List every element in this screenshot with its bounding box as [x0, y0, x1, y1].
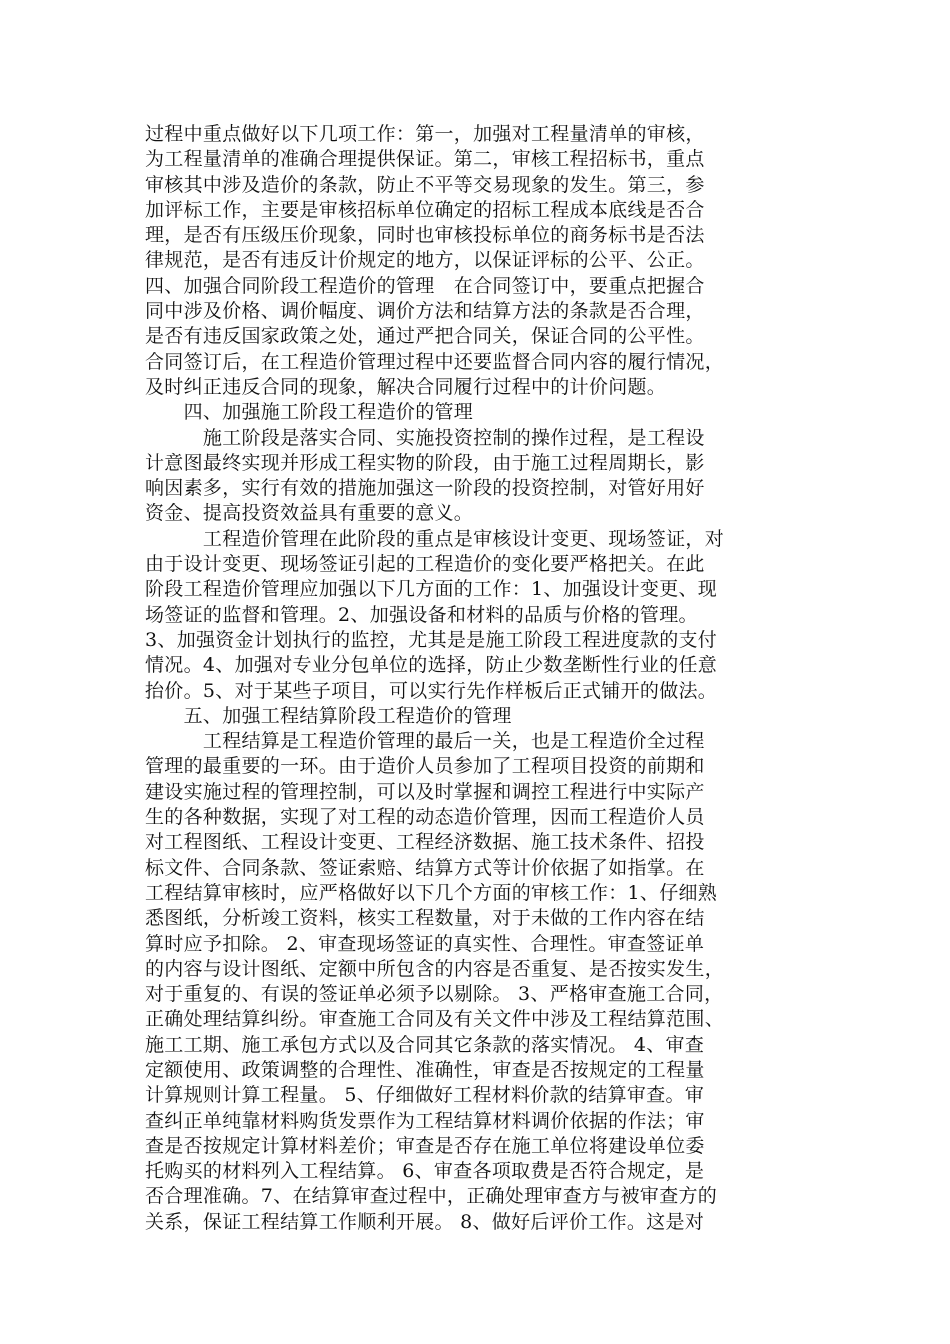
text-line: 关系，保证工程结算工作顺利开展。 8、做好后评价工作。这是对 — [145, 1210, 705, 1233]
text-line: 响因素多，实行有效的措施加强这一阶段的投资控制，对管好用好 — [145, 477, 705, 500]
text-line: 加评标工作，主要是审核招标单位确定的招标工程成本底线是否合 — [145, 198, 705, 221]
text-line: 计意图最终实现并形成工程实物的阶段，由于施工过程周期长，影 — [145, 451, 705, 474]
text-line: 过程中重点做好以下几项工作：第一，加强对工程量清单的审核， — [145, 123, 705, 145]
document-page — [145, 122, 815, 1235]
text-line: 为工程量清单的准确合理提供保证。第二，审核工程招标书，重点 — [145, 148, 705, 171]
text-line: 查纠正单纯靠材料购货发票作为工程结算材料调价依据的作法；审 — [145, 1109, 705, 1132]
text-line: 的内容与设计图纸、定额中所包含的内容是否重复、是否按实发生， — [145, 957, 725, 980]
text-line: 审核其中涉及造价的条款，防止不平等交易现象的发生。第三，参 — [145, 173, 705, 196]
text-line: 阶段工程造价管理应加强以下几方面的工作：1、加强设计变更、现 — [145, 578, 718, 601]
text-line: 3、加强资金计划执行的监控，尤其是是施工阶段工程进度款的支付 — [145, 628, 718, 651]
text-line: 工程结算审核时，应严格做好以下几个方面的审核工作：1、仔细熟 — [145, 881, 718, 904]
text-line: 施工阶段是落实合同、实施投资控制的操作过程，是工程设 — [145, 426, 705, 449]
text-line: 四、加强合同阶段工程造价的管理 在合同签订中，要重点把握合 — [145, 274, 705, 297]
text-line: 是否有违反国家政策之处，通过严把合同关，保证合同的公平性。 — [145, 325, 705, 348]
text-line: 托购买的材料列入工程结算。 6、审查各项取费是否符合规定，是 — [145, 1160, 705, 1183]
text-line: 否合理准确。7、在结算审查过程中，正确处理审查方与被审查方的 — [145, 1185, 718, 1208]
text-line: 算时应予扣除。 2、审查现场签证的真实性、合理性。审查签证单 — [145, 932, 705, 955]
text-line: 计算规则计算工程量。 5、仔细做好工程材料价款的结算审查。审 — [145, 1084, 705, 1107]
text-line: 悉图纸，分析竣工资料，核实工程数量，对于未做的工作内容在结 — [145, 907, 705, 930]
text-line: 施工工期、施工承包方式以及合同其它条款的落实情况。 4、审查 — [145, 1033, 705, 1056]
text-line: 情况。4、加强对专业分包单位的选择，防止少数垄断性行业的任意 — [145, 654, 718, 677]
text-line: 四、加强施工阶段工程造价的管理 — [145, 401, 474, 424]
text-line: 五、加强工程结算阶段工程造价的管理 — [145, 704, 512, 727]
text-line: 合同签订后，在工程造价管理过程中还要监督合同内容的履行情况， — [145, 350, 725, 373]
text-line: 正确处理结算纠纷。审查施工合同及有关文件中涉及工程结算范围、 — [145, 1008, 725, 1031]
text-line: 由于设计变更、现场签证引起的工程造价的变化要严格把关。在此 — [145, 553, 705, 576]
text-line: 同中涉及价格、调价幅度、调价方法和结算方法的条款是否合理， — [145, 300, 705, 323]
text-line: 工程造价管理在此阶段的重点是审核设计变更、现场签证，对 — [145, 527, 725, 550]
text-line: 定额使用、政策调整的合理性、准确性，审查是否按规定的工程量 — [145, 1058, 705, 1081]
text-line: 律规范，是否有违反计价规定的地方，以保证评标的公平、公正。 — [145, 249, 705, 272]
text-line: 理，是否有压级压价现象，同时也审核投标单位的商务标书是否法 — [145, 224, 705, 247]
text-line: 对工程图纸、工程设计变更、工程经济数据、施工技术条件、招投 — [145, 831, 705, 854]
text-line: 对于重复的、有误的签证单必须予以剔除。 3、严格审查施工合同， — [145, 983, 724, 1006]
text-line: 资金、提高投资效益具有重要的意义。 — [145, 502, 474, 525]
text-line: 及时纠正违反合同的现象，解决合同履行过程中的计价问题。 — [145, 375, 667, 398]
text-line: 场签证的监督和管理。2、加强设备和材料的品质与价格的管理。 — [145, 603, 698, 626]
text-line: 查是否按规定计算材料差价；审查是否存在施工单位将建设单位委 — [145, 1134, 705, 1157]
text-line: 工程结算是工程造价管理的最后一关，也是工程造价全过程 — [145, 730, 705, 753]
text-line: 标文件、合同条款、签证索赔、结算方式等计价依据了如指掌。在 — [145, 856, 705, 879]
text-line: 生的各种数据，实现了对工程的动态造价管理，因而工程造价人员 — [145, 806, 705, 829]
text-line: 管理的最重要的一环。由于造价人员参加了工程项目投资的前期和 — [145, 755, 705, 778]
text-line: 抬价。5、对于某些子项目，可以实行先作样板后正式铺开的做法。 — [145, 679, 718, 702]
text-line: 建设实施过程的管理控制，可以及时掌握和调控工程进行中实际产 — [145, 780, 705, 803]
